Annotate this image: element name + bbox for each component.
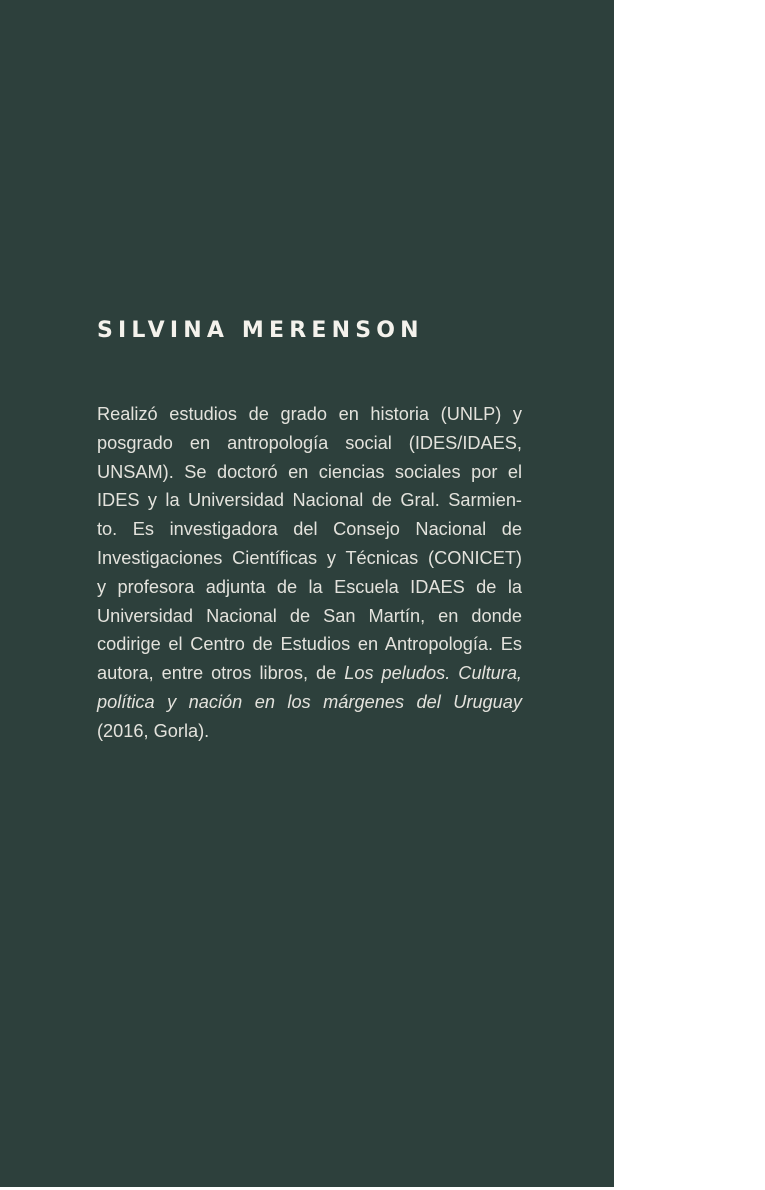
author-bio <box>97 400 522 746</box>
bio-line: Investigaciones Científicas y Técnicas (CONICET) <box>97 547 522 568</box>
bio-line: (2016, Gorla). <box>97 720 210 741</box>
bio-line: to. Es investigadora del Consejo Nacional de <box>97 519 522 540</box>
book-title-continued: política y nación en los márgenes del Uruguay <box>97 691 522 712</box>
bio-line <box>97 688 522 717</box>
bio-line <box>97 659 522 688</box>
bio-line: UNSAM). Se doctoró en ciencias sociales por el <box>97 461 522 482</box>
bio-line: codirige el Centro de Estudios en Antropología. Es <box>97 634 522 655</box>
bio-line: y profesora adjunta de la Escuela IDAES de la <box>97 576 522 597</box>
author-name: SILVINA MERENSON <box>97 318 424 343</box>
book-title: Los peludos. Cultura, <box>344 663 522 684</box>
bio-line: IDES y la Universidad Nacional de Gral. Sarmien- <box>97 490 522 511</box>
bio-line: posgrado en antropología social (IDES/IDAES, <box>97 432 522 453</box>
bio-line-prefix: autora, entre otros libros, de <box>97 663 345 684</box>
bio-line: Universidad Nacional de San Martín, en donde <box>97 605 522 626</box>
bio-line: Realizó estudios de grado en historia (UNLP) y <box>97 404 522 424</box>
